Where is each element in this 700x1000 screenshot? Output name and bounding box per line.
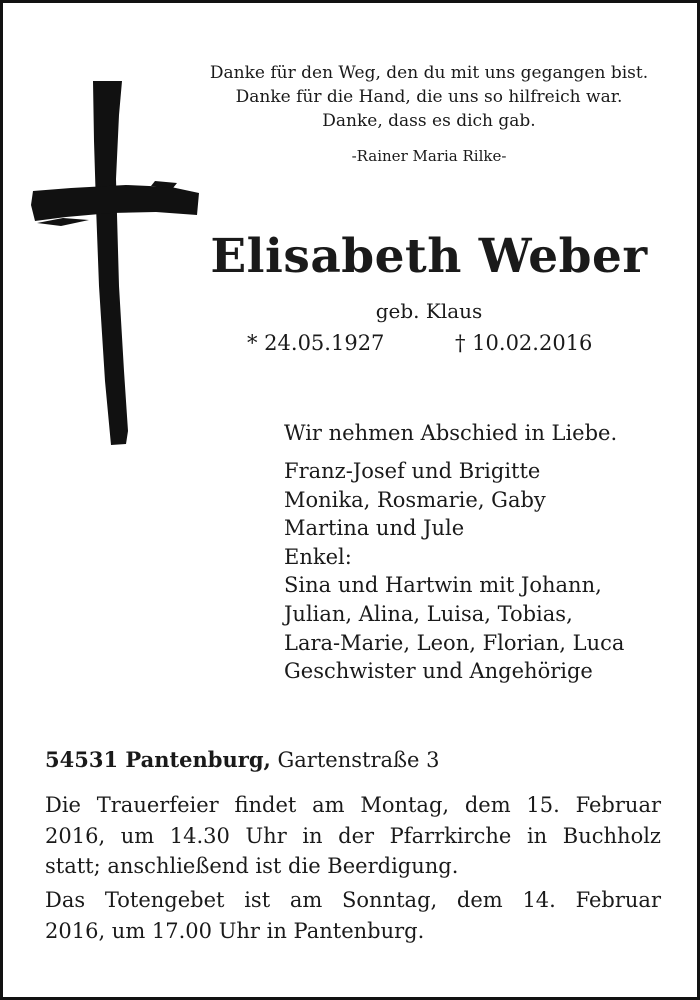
ceremony-line: Die Trauerfeier findet am Montag, dem 15. Februar bbox=[45, 793, 661, 817]
prayer-line: 2016, um 17.00 Uhr in Pantenburg. bbox=[45, 918, 425, 943]
address-postal-city: 54531 Pantenburg, bbox=[45, 747, 271, 772]
quote-author: -Rainer Maria Rilke- bbox=[351, 147, 507, 165]
mourner-line: Martina und Jule bbox=[284, 516, 465, 541]
mourners-list bbox=[284, 457, 624, 686]
ceremony-line: 2016, um 14.30 Uhr in der Pfarrkirche in Buchholz bbox=[45, 823, 661, 848]
life-dates bbox=[247, 331, 592, 355]
quote-line: Danke für den Weg, den du mit uns gegangen bist. bbox=[209, 63, 649, 83]
quote-line: Danke, dass es dich gab. bbox=[322, 111, 536, 131]
mourner-line: Lara-Marie, Leon, Florian, Luca bbox=[284, 630, 625, 655]
deceased-name: Elisabeth Weber bbox=[210, 229, 648, 284]
quote-line: Danke für die Hand, die uns so hilfreich war. bbox=[235, 87, 623, 107]
address-street: Gartenstraße 3 bbox=[277, 748, 440, 772]
farewell-text: Wir nehmen Abschied in Liebe. bbox=[284, 421, 618, 445]
mourner-line: Monika, Rosmarie, Gaby bbox=[284, 487, 546, 512]
mourner-line: Geschwister und Angehörige bbox=[284, 659, 593, 684]
prayer-info bbox=[45, 885, 661, 946]
mourner-line: Julian, Alina, Luisa, Tobias, bbox=[284, 601, 573, 626]
ceremony-info bbox=[45, 790, 661, 882]
prayer-line: Das Totengebet ist am Sonntag, dem 14. Februar bbox=[45, 888, 661, 912]
rilke-quote bbox=[143, 61, 700, 133]
mourner-line: Enkel: bbox=[284, 544, 352, 569]
ceremony-line: statt; anschließend ist die Beerdigung. bbox=[45, 854, 459, 878]
address bbox=[45, 747, 440, 772]
maiden-name: geb. Klaus bbox=[375, 299, 483, 323]
mourner-line: Franz-Josef und Brigitte bbox=[284, 459, 541, 483]
death-date: † 10.02.2016 bbox=[455, 331, 593, 355]
birth-date: * 24.05.1927 bbox=[247, 331, 385, 355]
mourner-line: Sina und Hartwin mit Johann, bbox=[284, 573, 602, 598]
